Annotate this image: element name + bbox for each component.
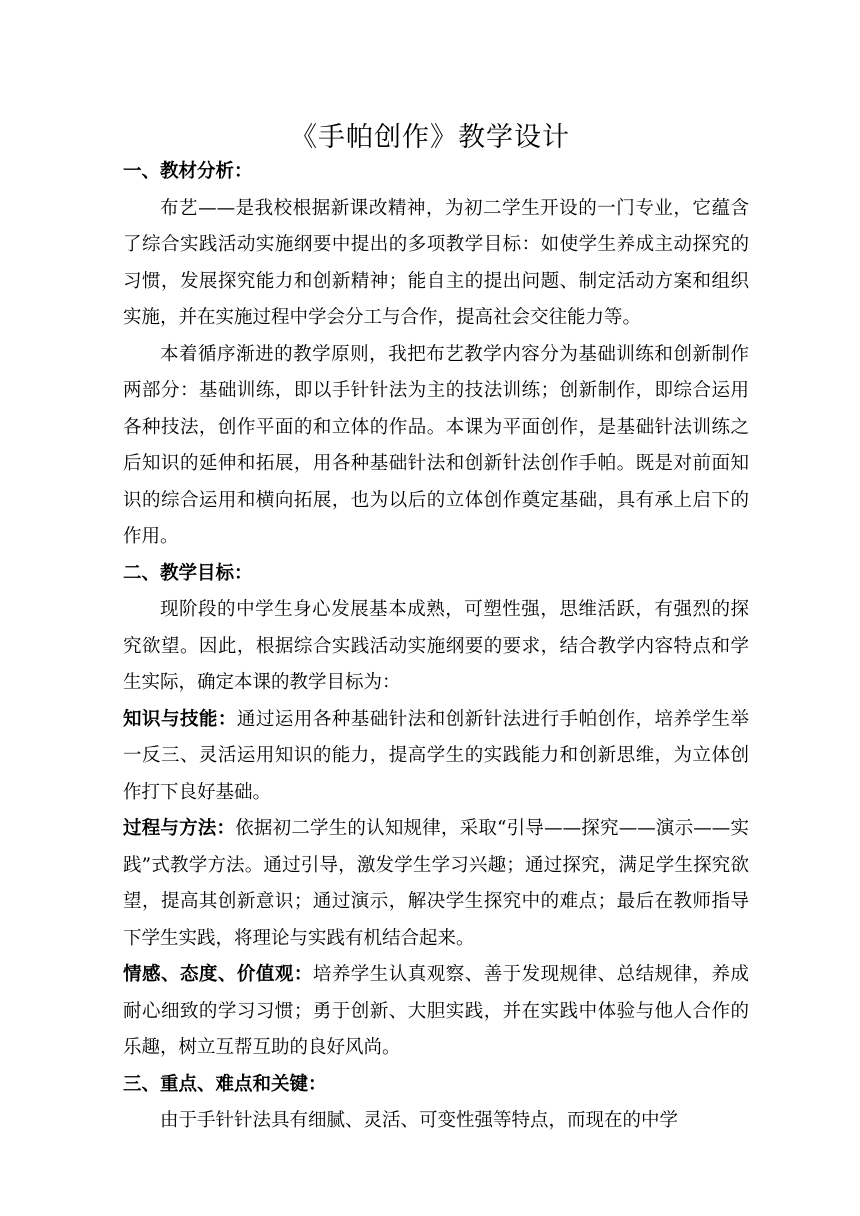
materials-paragraph-1: 布艺——是我校根据新课改精神，为初二学生开设的一门专业，它蕴含了综合实践活动实施纲要中提出的多项教学目标：如使学生养成主动探究的习惯，发展探究能力和创新精神；能自主的提出问题、制定活动方案和组织实施，并在实施过程中学会分工与合作，提高社会交往能力等。 [123, 197, 749, 328]
goal-knowledge-skills-text: 通过运用各种基础针法和创新针法进行手帕创作，培养学生举一反三、灵活运用知识的能力，提高学生的实践能力和创新思维，为立体创作打下良好基础。 [123, 708, 749, 803]
document-title: 《手帕创作》教学设计 [290, 122, 570, 153]
goal-process-methods-text: 依据初二学生的认知规律，采取“引导——探究——演示——实践”式教学方法。通过引导，激发学生学习兴趣；通过探究，满足学生探究欲望，提高其创新意识；通过演示，解决学生探究中的难点；最后在教师指导下学生实践，将理论与实践有机结合起来。 [123, 818, 749, 949]
objectives-intro-paragraph: 现阶段的中学生身心发展基本成熟，可塑性强，思维活跃，有强烈的探究欲望。因此，根据综合实践活动实施纲要的要求，结合教学内容特点和学生实际，确定本课的教学目标为： [123, 599, 749, 693]
goal-emotion-values-text: 培养学生认真观察、善于发现规律、总结规律，养成耐心细致的学习习惯；勇于创新、大胆实践，并在实践中体验与他人合作的乐趣，树立互帮互助的良好风尚。 [123, 964, 749, 1058]
goal-emotion-values [123, 957, 749, 1067]
materials-paragraph-2: 本着循序渐进的教学原则，我把布艺教学内容分为基础训练和创新制作两部分：基础训练，即以手针针法为主的技法训练；创新制作，即综合运用各种技法，创作平面的和立体的作品。本课为平面创作，是基础针法训练之后知识的延伸和拓展，用各种基础针法和创新针法创作手帕。既是对前面知识的综合运用和横向拓展，也为以后的立体创作奠定基础，具有承上启下的作用。 [123, 343, 749, 547]
document-body [123, 154, 749, 1140]
key-points-paragraph-1: 由于手针针法具有细腻、灵活、可变性强等特点，而现在的中学 [160, 1110, 679, 1131]
section-heading-key-points: 三、重点、难点和关键： [123, 1073, 327, 1095]
goal-knowledge-skills [123, 702, 749, 812]
goal-process-methods-label: 过程与方法： [123, 818, 236, 839]
section-heading-materials: 一、教材分析： [123, 161, 253, 182]
section-heading-objectives: 二、教学目标： [123, 562, 253, 584]
goal-knowledge-skills-label: 知识与技能： [123, 708, 237, 730]
goal-process-methods [123, 811, 749, 957]
goal-emotion-values-label: 情感、态度、价值观： [123, 964, 313, 985]
